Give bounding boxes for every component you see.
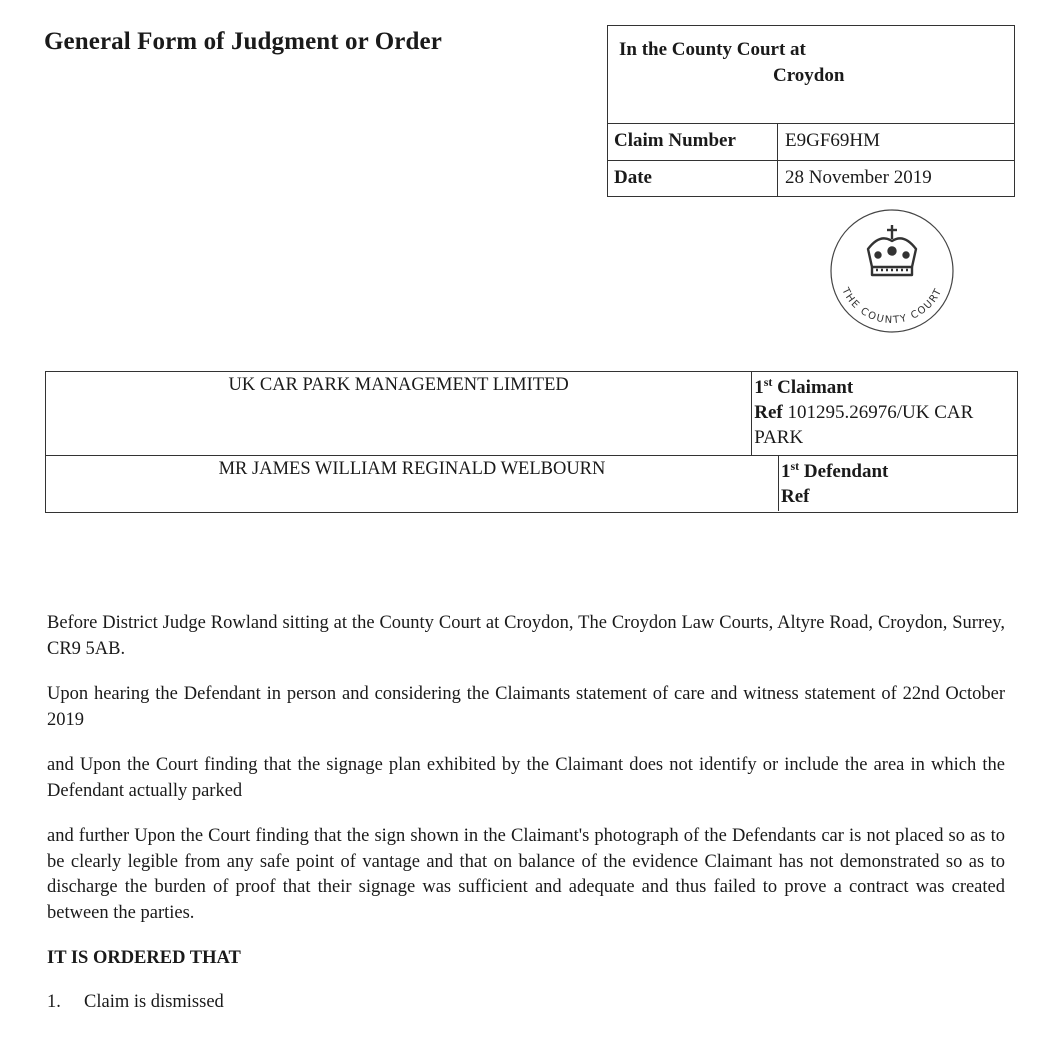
party-row-claimant bbox=[46, 372, 1017, 456]
paragraph-sign-finding: and further Upon the Court finding that the sign shown in the Claimant's photograph of the Defendants car is not placed so as to be clearly legible from any safe point of vantage and that on balance of the evidence Claimant has not demonstrated so as to discharge the burden of proof that their signage was sufficient and adequate and thus failed to prove a contract was created between the parties. bbox=[47, 826, 1005, 923]
form-title: General Form of Judgment or Order bbox=[44, 28, 442, 55]
defendant-ordinal-suffix: st bbox=[790, 459, 800, 473]
order-body bbox=[47, 611, 1005, 1015]
claimant-ref-label: Ref bbox=[754, 402, 783, 423]
court-name: Croydon bbox=[773, 65, 845, 86]
claim-number-row bbox=[608, 124, 1014, 160]
claimant-ordinal-suffix: st bbox=[763, 375, 773, 389]
court-heading bbox=[608, 26, 1014, 124]
court-details-box bbox=[607, 25, 1015, 197]
order-heading: IT IS ORDERED THAT bbox=[47, 948, 241, 968]
order-item bbox=[47, 990, 1005, 1016]
claimant-ref-value: 101295.26976/UK CAR PARK bbox=[754, 402, 974, 448]
claim-number-value: E9GF69HM bbox=[785, 130, 881, 151]
order-item-text: Claim is dismissed bbox=[84, 991, 224, 1012]
defendant-role bbox=[779, 456, 888, 511]
paragraph-signage-plan: and Upon the Court finding that the signage plan exhibited by the Claimant does not identify or include the area in which the Defendant actually parked bbox=[47, 755, 1005, 801]
defendant-role-label: Defendant bbox=[803, 461, 889, 482]
court-seal bbox=[828, 207, 956, 335]
claim-number-label: Claim Number bbox=[608, 124, 778, 160]
paragraph-before-judge: Before District Judge Rowland sitting at the County Court at Croydon, The Croydon Law Courts, Altyre Road, Croydon, Surrey, CR9 5AB. bbox=[47, 613, 1005, 659]
order-item-number: 1. bbox=[47, 991, 61, 1012]
date-row bbox=[608, 160, 1014, 196]
defendant-name: MR JAMES WILLIAM REGINALD WELBOURN bbox=[46, 456, 779, 511]
date-label: Date bbox=[608, 161, 778, 196]
parties-table bbox=[45, 371, 1018, 513]
claimant-role bbox=[752, 372, 1017, 455]
seal-text: THE COUNTY COURT bbox=[839, 286, 945, 327]
court-heading-line1: In the County Court at bbox=[619, 39, 806, 60]
defendant-ref-label: Ref bbox=[781, 486, 810, 507]
claimant-role-label: Claimant bbox=[777, 377, 854, 398]
claimant-name: UK CAR PARK MANAGEMENT LIMITED bbox=[46, 372, 752, 455]
paragraph-upon-hearing: Upon hearing the Defendant in person and considering the Claimants statement of care and witness statement of 22nd October 2019 bbox=[47, 684, 1005, 730]
defendant-ordinal: 1 bbox=[781, 461, 791, 482]
crown-icon bbox=[868, 225, 916, 275]
date-value: 28 November 2019 bbox=[785, 167, 932, 188]
party-row-defendant bbox=[46, 456, 1017, 511]
claimant-ordinal: 1 bbox=[754, 377, 764, 398]
